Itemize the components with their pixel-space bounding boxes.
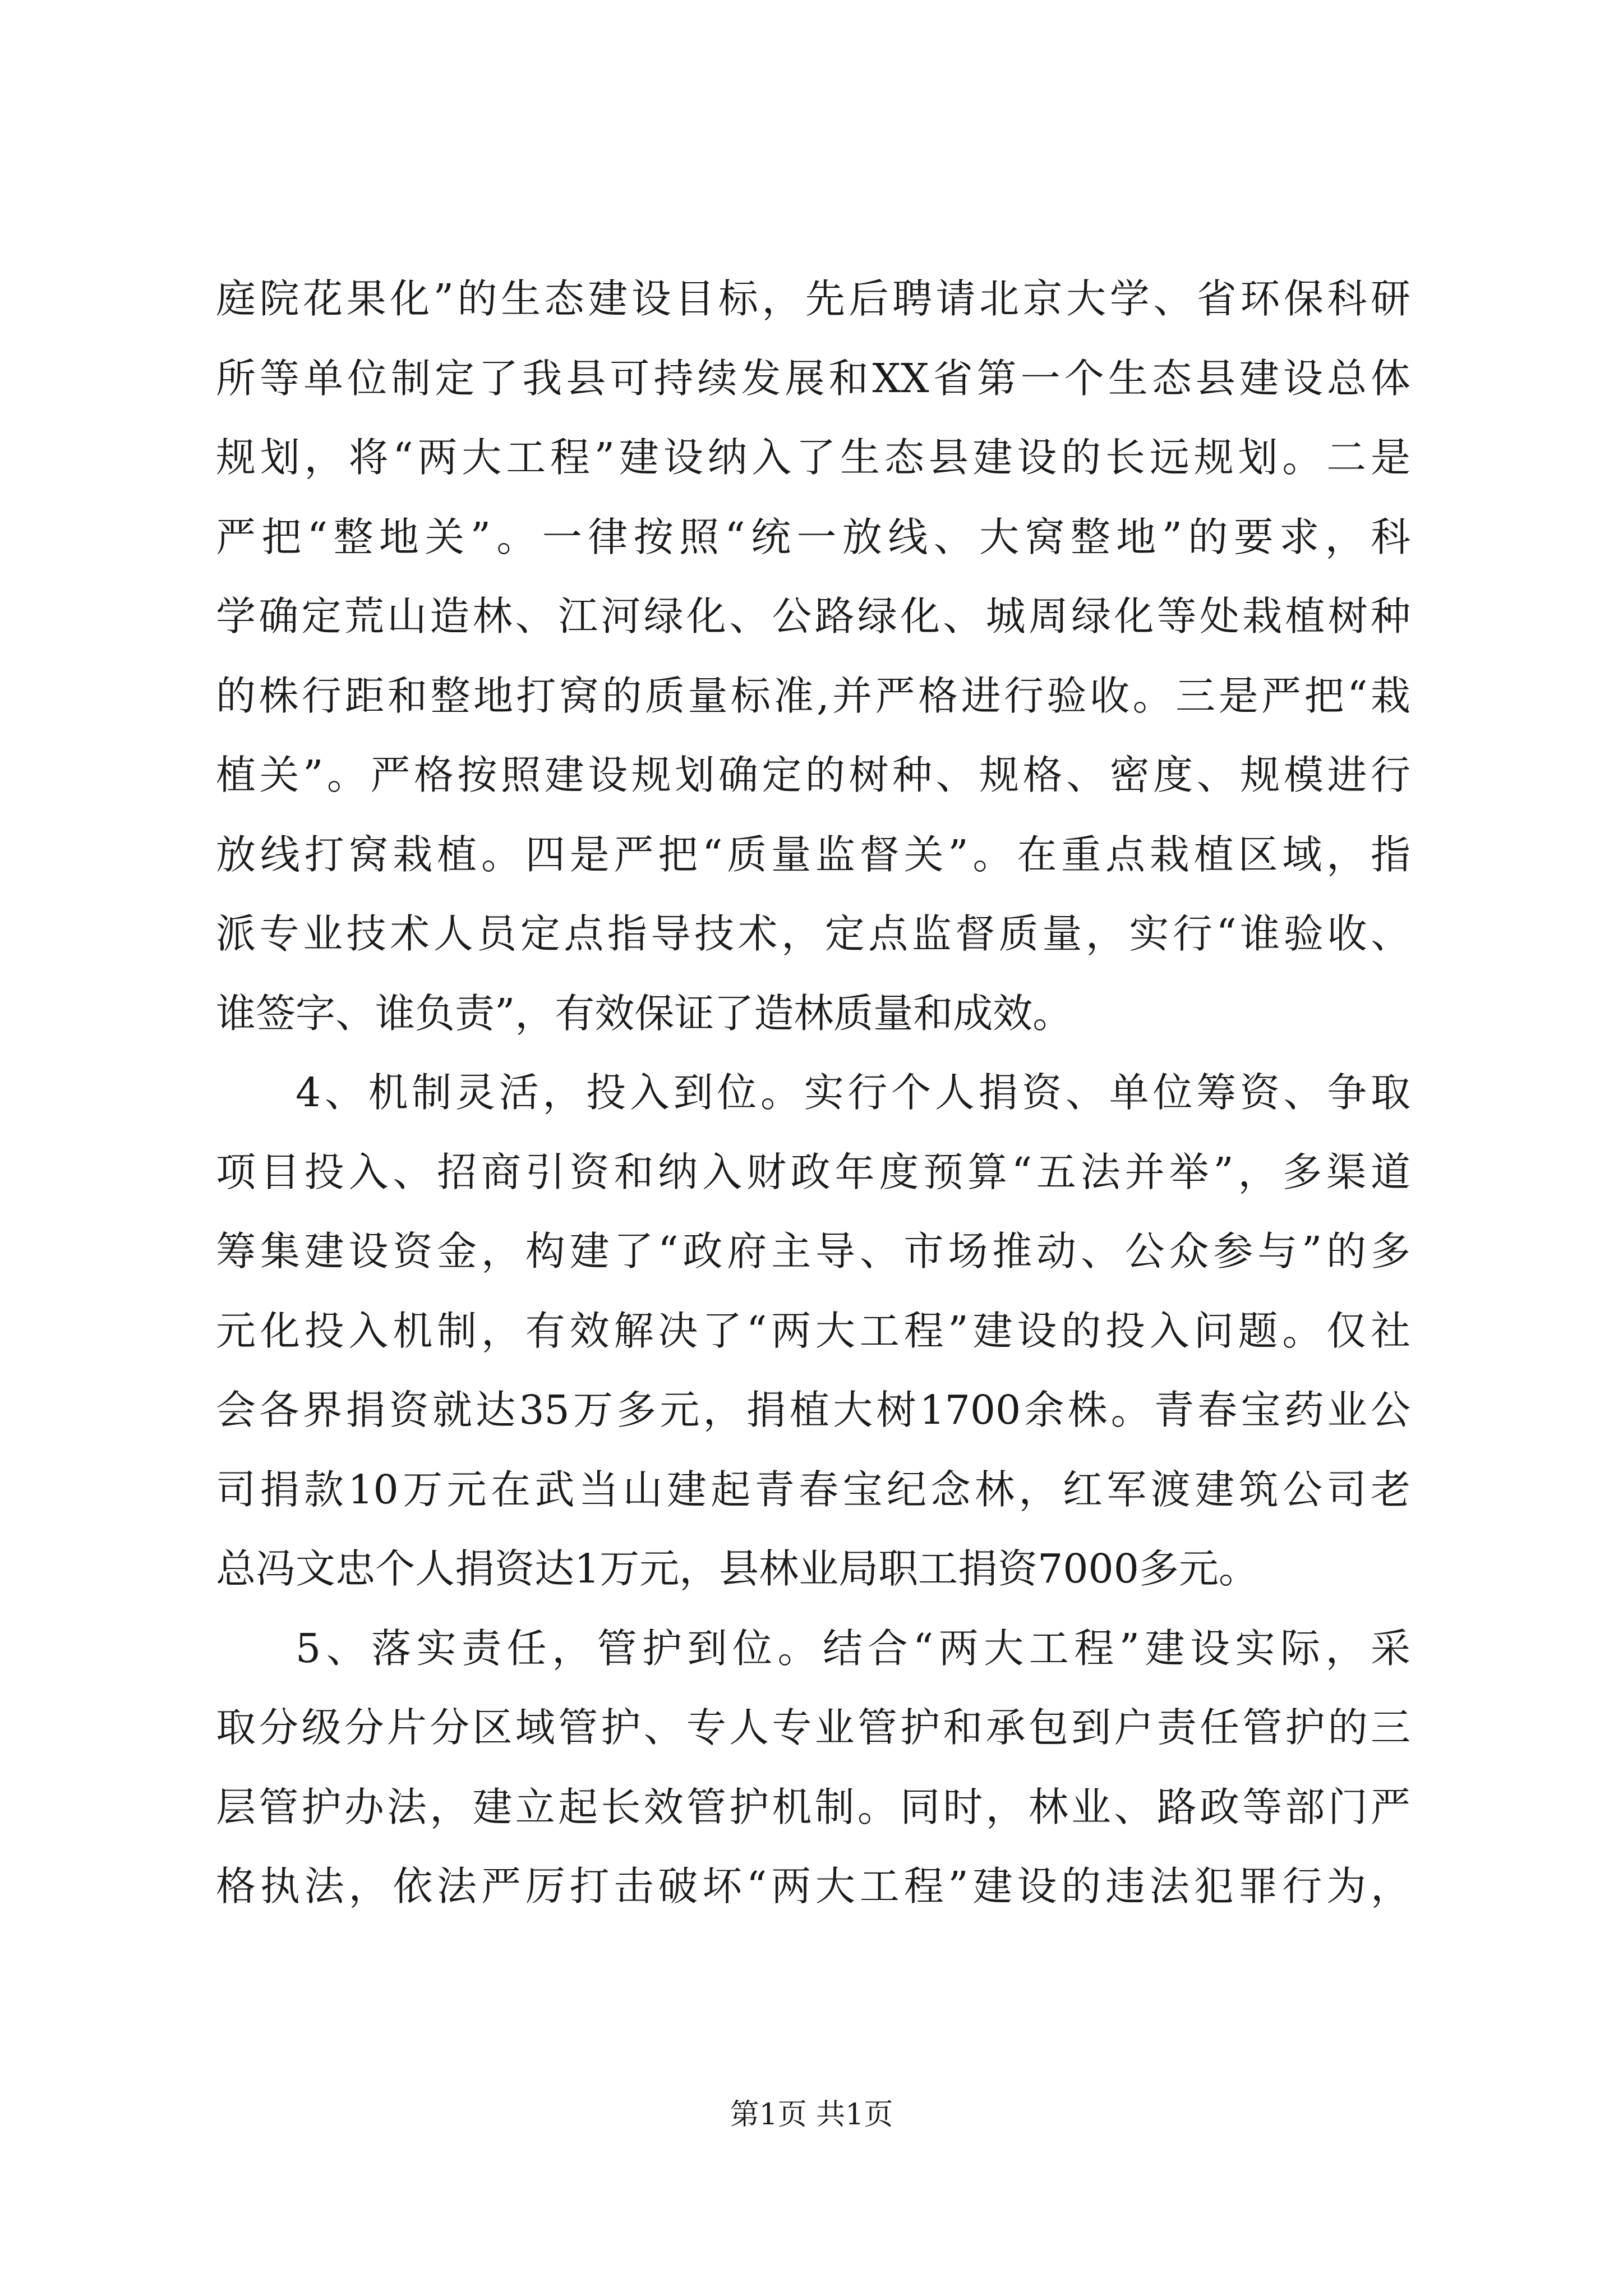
text-line: 放线打窝栽植。四是严把“质量监督关”。在重点栽植区域，指 [216, 831, 1410, 878]
text-line: 会各界捐资就达35万多元，捐植大树1700余株。青春宝药业公 [216, 1387, 1410, 1433]
text-line: 严把“整地关”。一律按照“统一放线、大窝整地”的要求，科 [216, 513, 1410, 560]
text-line: 元化投入机制，有效解决了“两大工程”建设的投入问题。仅社 [216, 1307, 1410, 1354]
text-line: 学确定荒山造林、江河绿化、公路绿化、城周绿化等处栽植树种 [216, 593, 1410, 639]
page-footer [0, 2098, 1623, 2132]
text-line: 谁签字、谁负责”，有效保证了造林质量和成效。 [216, 990, 1073, 1037]
text-line: 规划，将“两大工程”建设纳入了生态县建设的长远规划。二是 [216, 434, 1410, 481]
paragraph-start-line: 5、落实责任，管护到位。结合“两大工程”建设实际，采 [296, 1625, 1410, 1672]
document-body [216, 259, 1410, 1926]
text-line: 司捐款10万元在武当山建起青春宝纪念林，红军渡建筑公司老 [216, 1466, 1410, 1513]
text-line: 所等单位制定了我县可持续发展和XX省第一个生态县建设总体 [216, 355, 1410, 402]
paragraph-start-line: 4、机制灵活，投入到位。实行个人捐资、单位筹资、争取 [296, 1069, 1410, 1116]
text-line: 派专业技术人员定点指导技术，定点监督质量，实行“谁验收、 [216, 910, 1410, 957]
text-line: 项目投入、招商引资和纳入财政年度预算“五法并举”，多渠道 [216, 1148, 1410, 1195]
text-line: 的株行距和整地打窝的质量标准,并严格进行验收。三是严把“栽 [216, 672, 1410, 719]
text-line: 植关”。严格按照建设规划确定的树种、规格、密度、规模进行 [216, 752, 1410, 798]
text-line: 庭院花果化”的生态建设目标，先后聘请北京大学、省环保科研 [216, 275, 1410, 322]
text-line: 层管护办法，建立起长效管护机制。同时，林业、路政等部门严 [216, 1783, 1410, 1830]
text-line: 总冯文忠个人捐资达1万元，县林业局职工捐资7000多元。 [216, 1545, 1258, 1592]
text-line: 格执法，依法严厉打击破坏“两大工程”建设的违法犯罪行为， [216, 1863, 1410, 1910]
text-line: 取分级分片分区域管护、专人专业管护和承包到户责任管护的三 [216, 1704, 1410, 1751]
page-number-label: 第1页 共1页 [730, 2098, 893, 2132]
text-line: 筹集建设资金，构建了“政府主导、市场推动、公众参与”的多 [216, 1228, 1410, 1274]
